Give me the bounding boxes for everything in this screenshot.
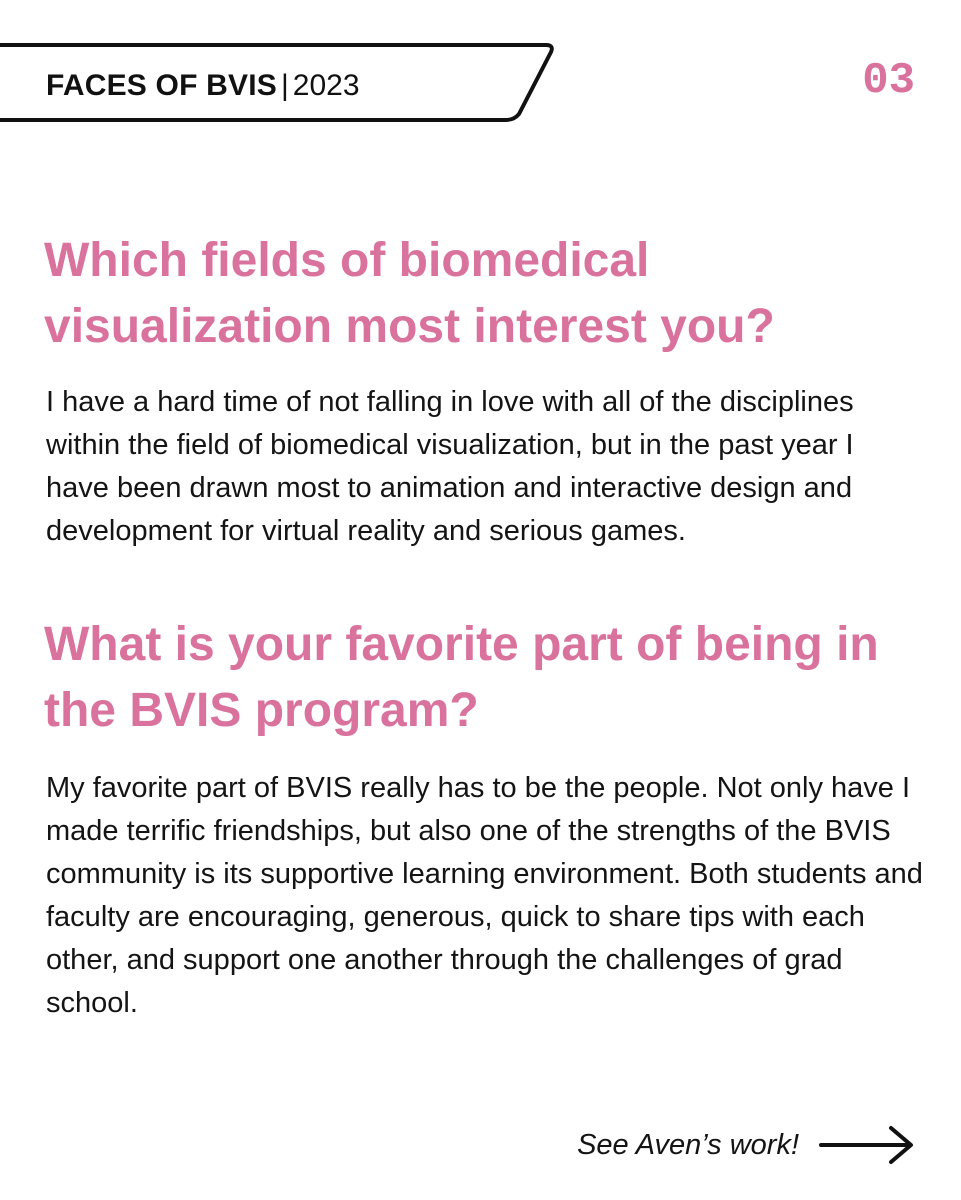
question-heading: Which fields of biomedical visualization most interest you? (44, 234, 775, 353)
see-work-link[interactable] (577, 1120, 915, 1170)
page-number: 03 (862, 56, 915, 106)
series-year: 2023 (292, 69, 360, 102)
header-separator: | (280, 69, 289, 102)
see-work-label: See Aven’s work! (577, 1129, 799, 1161)
series-header (46, 66, 360, 106)
arrow-right-icon (819, 1125, 915, 1165)
answer-paragraph: My favorite part of BVIS really has to be the people. Not only have I made terrific friendships, but also one of the strengths of the BVIS community is its supportive learning environment. Both students and faculty are encouraging, generous, quick to share tips with each other, and support one another through the challenges of grad school. (46, 772, 923, 1019)
question-heading: What is your favorite part of being in the BVIS program? (44, 618, 879, 737)
answer-paragraph: I have a hard time of not falling in love with all of the disciplines within the field of biomedical visualization, but in the past year I have been drawn most to animation and interactive design and development for virtual reality and serious games. (46, 386, 854, 547)
series-title: FACES OF BVIS (46, 69, 277, 102)
